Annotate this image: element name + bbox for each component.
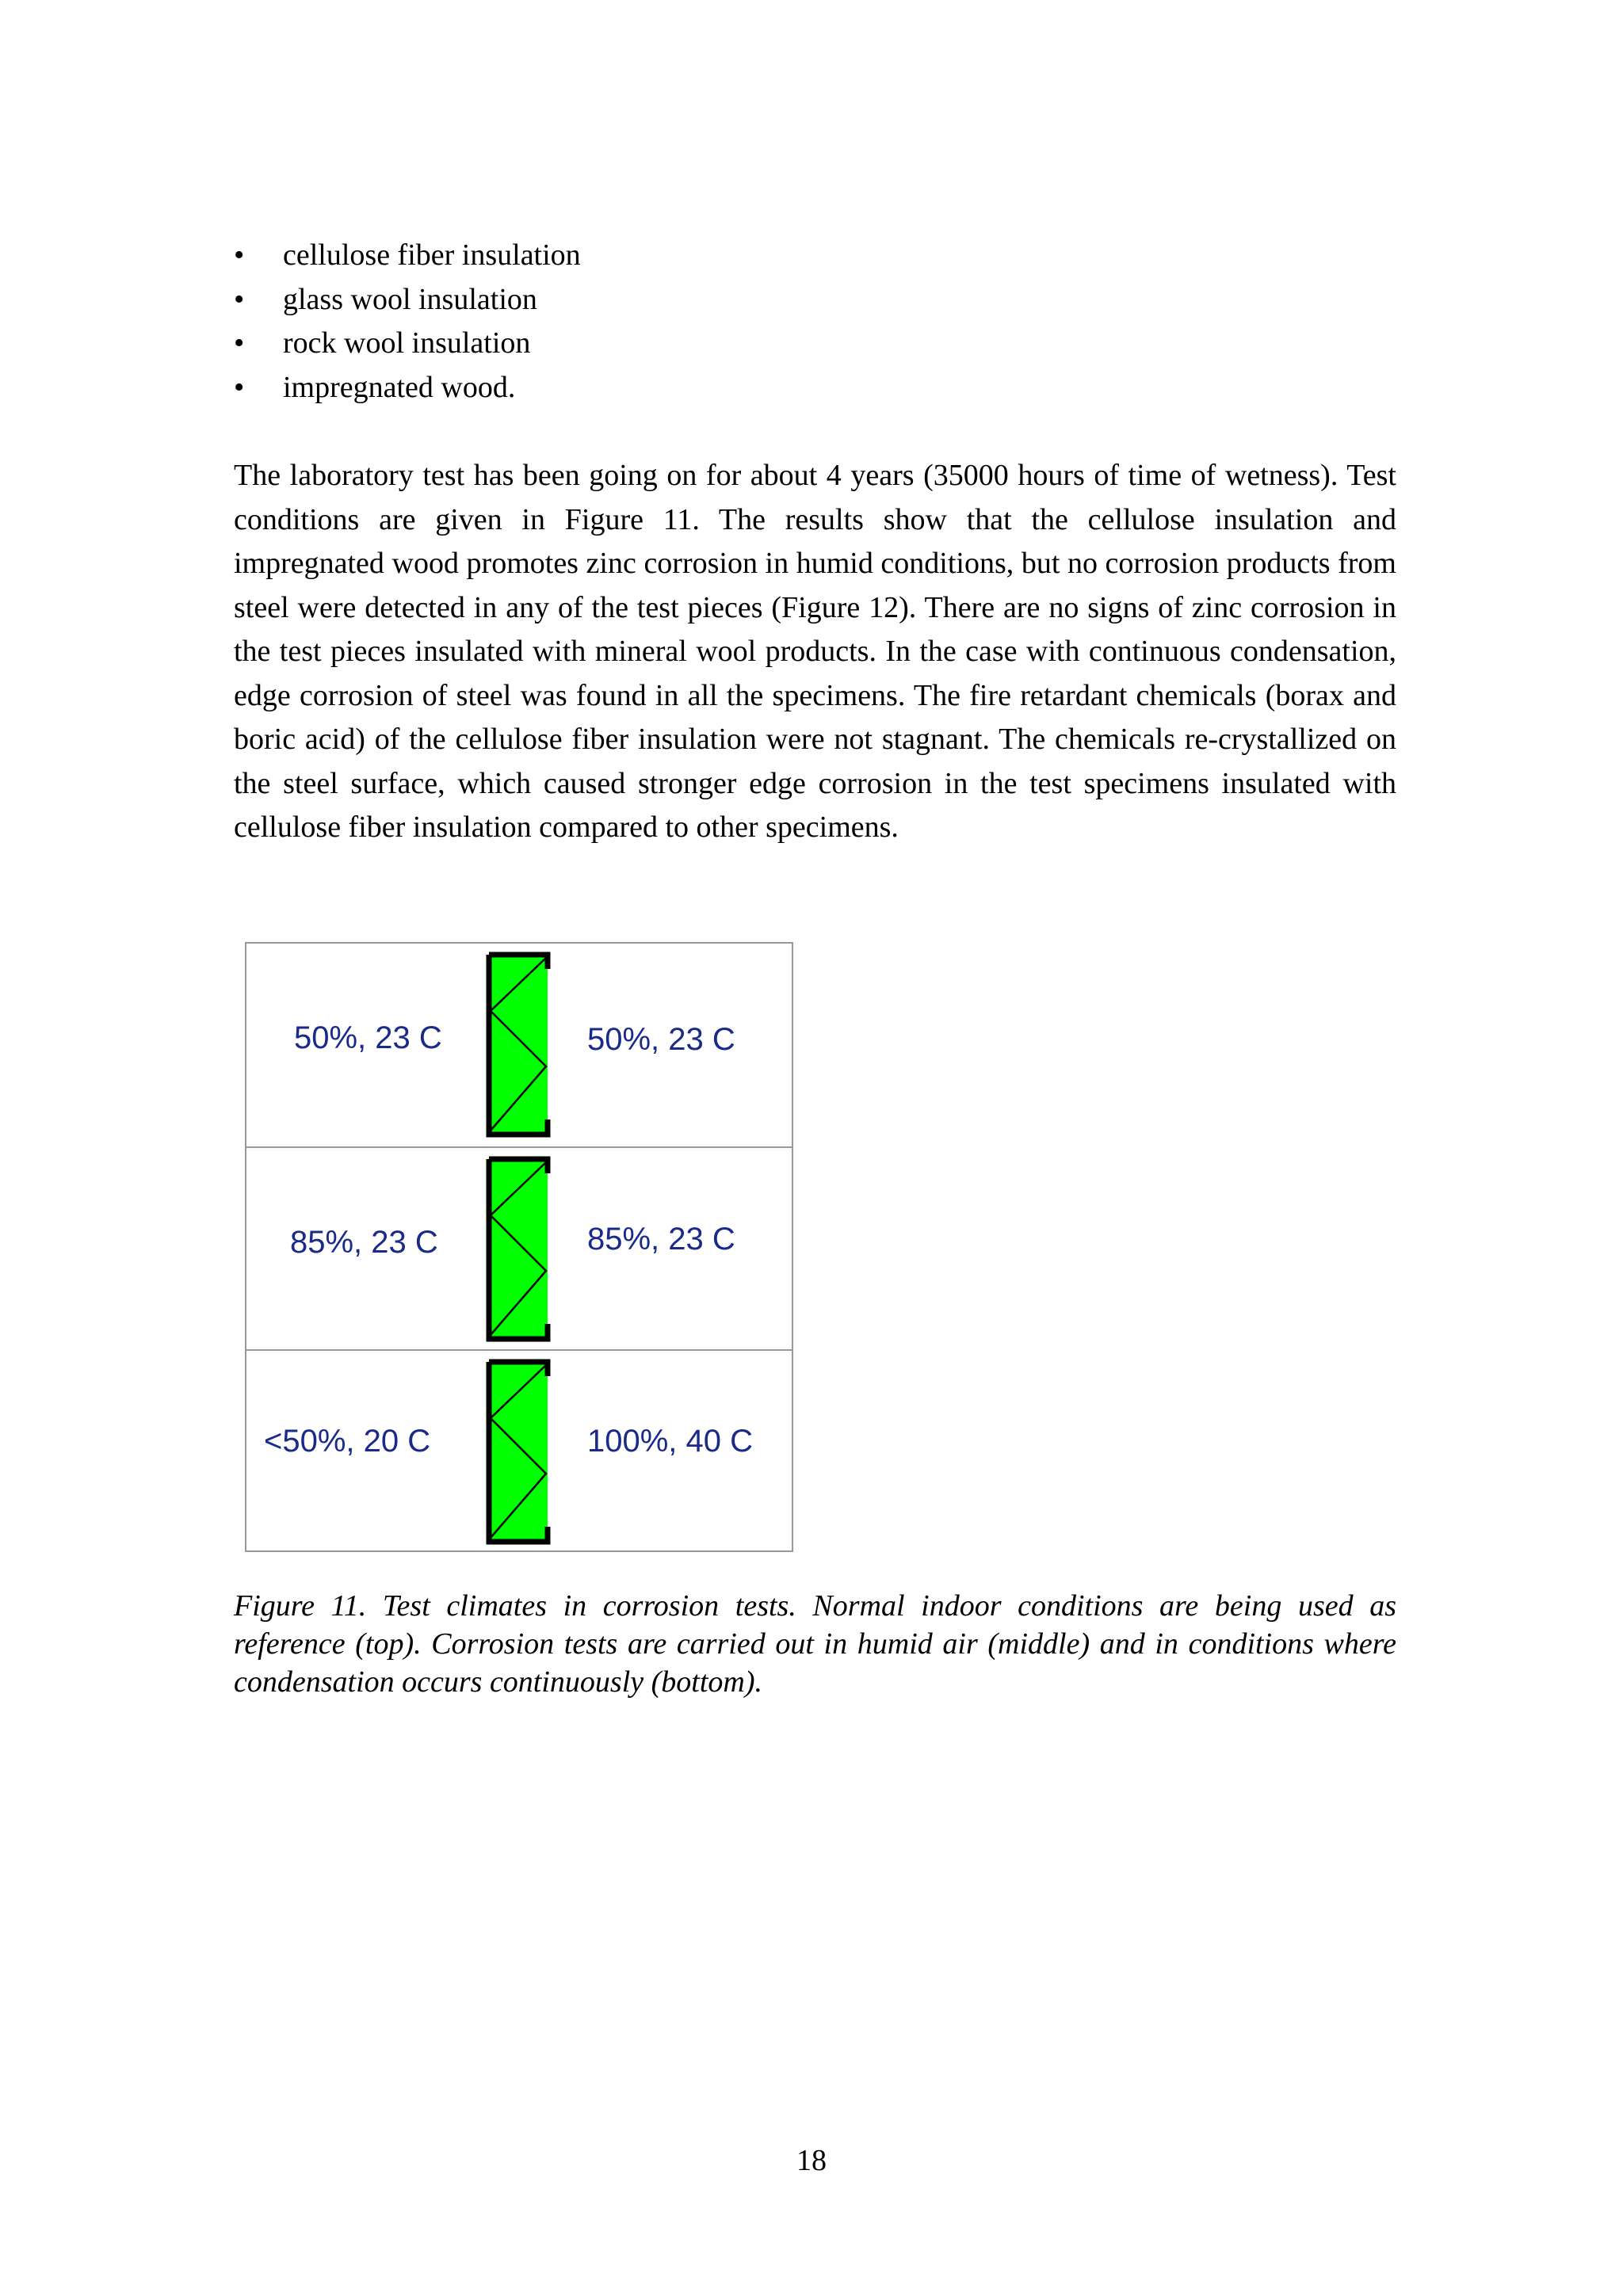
bullet-icon: •	[234, 282, 245, 316]
wall-section-icon	[484, 1359, 556, 1545]
list-item	[234, 322, 581, 366]
figure-row-reference	[246, 944, 792, 1146]
right-climate-label: 85%, 23 C	[587, 1222, 735, 1257]
bullet-icon: •	[234, 238, 245, 272]
wall-section-icon	[484, 1156, 556, 1342]
list-item-text: impregnated wood.	[283, 370, 516, 404]
insulation-list	[234, 234, 581, 410]
left-climate-label: 85%, 23 C	[290, 1225, 438, 1260]
right-climate-label: 50%, 23 C	[587, 1022, 735, 1057]
figure-row-condensation	[246, 1349, 792, 1554]
list-item-text: cellulose fiber insulation	[283, 238, 581, 272]
page-number: 18	[796, 2144, 827, 2177]
list-item	[234, 366, 581, 410]
list-item	[234, 278, 581, 322]
left-climate-label: 50%, 23 C	[294, 1020, 442, 1055]
wall-section-icon	[484, 952, 556, 1138]
figure-caption: Figure 11. Test climates in corrosion tests. Normal indoor conditions are being used as reference (top). Corrosion tests are carried out in humid air (middle) and in conditions where condensation occurs continuously (bottom).	[234, 1589, 1396, 1699]
insulation-fill	[489, 1362, 548, 1541]
insulation-fill	[489, 955, 548, 1134]
insulation-fill	[489, 1159, 548, 1338]
list-item-text: rock wool insulation	[283, 326, 531, 360]
figure-row-humid	[246, 1146, 792, 1351]
right-climate-label: 100%, 40 C	[587, 1424, 754, 1459]
body-paragraph: The laboratory test has been going on for about 4 years (35000 hours of time of wetness). Test conditions are given in Figure 11. The results show that the cellulose insulation and impregnated wood promotes zinc corrosion in humid conditions, but no corrosion products from steel were detected in any of the test pieces (Figure 12). There are no signs of zinc corrosion in the test pieces insulated with mineral wool products. In the case with continuous condensation, edge corrosion of steel was found in all the specimens. The fire retardant chemicals (borax and boric acid) of the cellulose fiber insulation were not stagnant. The chemicals re-crystallized on the steel surface, which caused stronger edge corrosion in the test specimens insulated with cellulose fiber insulation compared to other specimens.	[234, 459, 1396, 844]
list-item	[234, 234, 581, 278]
list-item-text: glass wool insulation	[283, 282, 537, 316]
figure-test-climates	[245, 942, 793, 1552]
left-climate-label: <50%, 20 C	[264, 1424, 431, 1459]
bullet-icon: •	[234, 326, 245, 360]
bullet-icon: •	[234, 370, 245, 404]
